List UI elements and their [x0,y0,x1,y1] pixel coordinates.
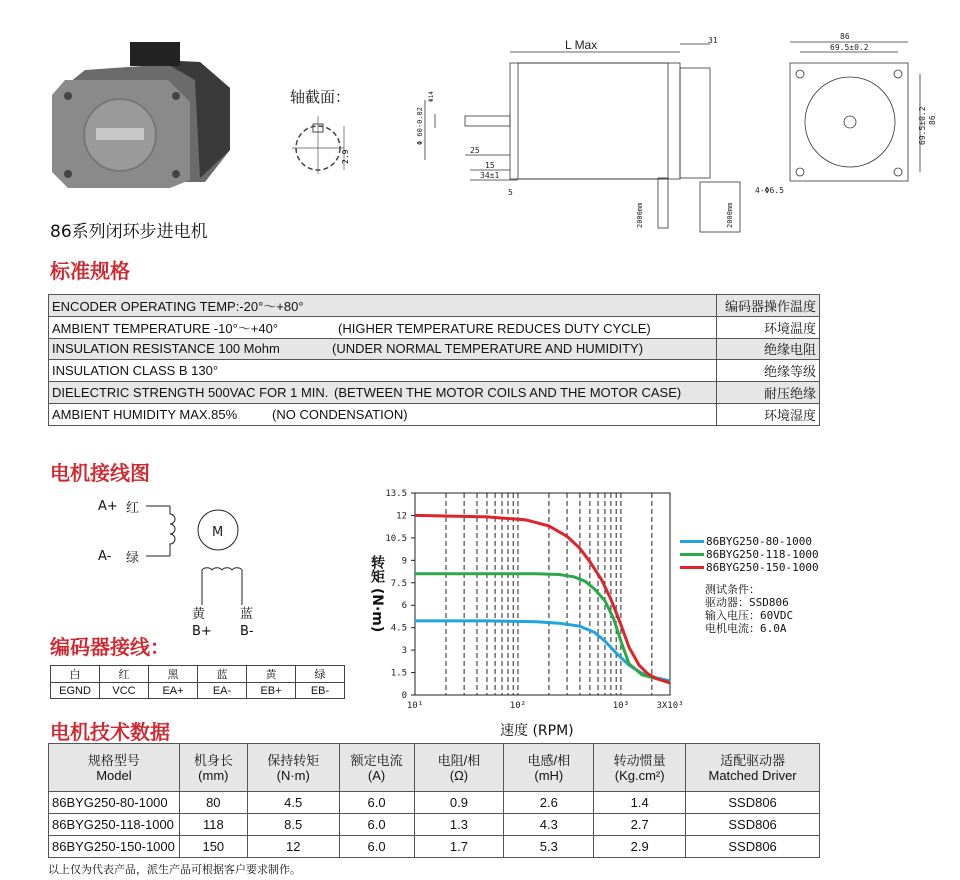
dim-86-side: 86 [928,115,937,125]
encoder-signal-cell: VCC [100,683,149,699]
encoder-color-cell: 蓝 [198,666,247,683]
tech-header-cn: 转动惯量 [613,752,666,768]
tech-cell: 86BYG250-118-1000 [49,814,180,836]
y-tick-label: 4.5 [390,623,407,634]
tech-header [594,744,686,792]
dimension-drawing [410,30,950,240]
spec-note-text: (BETWEEN THE MOTOR COILS AND THE MOTOR CASE) [334,385,682,401]
tech-cell: 4.5 [247,792,339,814]
spec-row-cn: 编码器操作温度 [717,295,820,317]
y-tick-label: 0 [401,691,407,701]
dim-2-9: 2.9 [341,149,350,164]
tech-header-en: (mm) [198,767,229,783]
spec-row-en [49,403,717,425]
tech-cell: 1.7 [414,836,504,858]
tech-cell: SSD806 [686,836,820,858]
y-tick-label: 10.5 [385,533,407,544]
tech-header-cn: 保持转矩 [267,752,320,768]
tech-cell: 6.0 [339,836,414,858]
spec-row [49,316,820,338]
condition-line: 输入电压：60VDC [705,609,794,622]
encoder-color-cell: 黑 [149,666,198,683]
dim-31: 31 [708,36,718,45]
spec-row-cn: 绝缘电阻 [717,338,820,360]
tech-cell: 1.3 [414,814,504,836]
spec-table [48,294,820,426]
section-wiring-title: 电机接线图 [50,461,150,485]
spec-row-en [49,382,717,404]
tech-cell: 6.0 [339,814,414,836]
tech-header [179,744,247,792]
encoder-color-cell: 黄 [247,666,296,683]
spec-row [49,382,820,404]
tech-cell: 2.6 [504,792,594,814]
encoder-signal-cell: EB- [296,683,345,699]
tech-cell: 12 [247,836,339,858]
section-tech-title: 电机技术数据 [50,720,170,744]
a-minus-label: A- [98,549,112,564]
spec-row-en [49,360,717,382]
spec-note-text: (HIGHER TEMPERATURE REDUCES DUTY CYCLE) [338,320,651,336]
encoder-signal-cell: EA- [198,683,247,699]
tech-header-en: (Kg.cm²) [614,767,665,783]
green-wire-label: 绿 [126,551,140,566]
section-encoder-title: 编码器接线： [50,635,170,659]
tech-header-cn: 适配驱动器 [720,752,786,768]
tech-cell: 8.5 [247,814,339,836]
tech-cell: SSD806 [686,814,820,836]
tech-header-cn: 规格型号 [87,752,140,768]
spec-en-text: AMBIENT HUMIDITY MAX.85% [52,406,238,422]
encoder-color-cell: 红 [100,666,149,683]
legend-swatch [680,566,704,569]
tech-header-cn: 额定电流 [350,752,403,768]
spec-en-text: DIELECTRIC STRENGTH 500VAC FOR 1 MIN. [52,385,329,401]
spec-note-text: (NO CONDENSATION) [272,406,408,422]
legend-swatch [680,540,704,543]
tech-cell: 0.9 [414,792,504,814]
tech-header [339,744,414,792]
tech-header [686,744,820,792]
tech-cell: 150 [179,836,247,858]
spec-en-text: INSULATION RESISTANCE 100 Mohm [52,341,280,357]
test-conditions [705,583,793,635]
legend-swatch [680,553,704,556]
spec-row-en [49,338,717,360]
spec-row [49,338,820,360]
tech-row [49,836,820,858]
tech-header-en: (Ω) [449,767,469,783]
legend-label: 86BYG250-80-1000 [706,535,812,548]
b-minus-label: B- [240,624,254,639]
yellow-wire-label: 黄 [192,607,206,622]
legend-item [680,535,812,548]
y-tick-label: 7.5 [390,578,407,589]
motor-symbol: M [212,525,224,540]
spec-row-cn: 环境湿度 [717,403,820,425]
spec-note-text: (UNDER NORMAL TEMPERATURE AND HUMIDITY) [332,341,644,357]
condition-line: 测试条件： [705,583,760,596]
section-spec-title: 标准规格 [50,259,130,283]
tech-cell: SSD806 [686,792,820,814]
dim-695-side: 69.5±0.2 [918,106,927,145]
x-tick-label: 10¹ [406,701,424,711]
y-tick-label: 13.5 [385,489,407,499]
motor-caption: 86系列闭环步进电机 [50,222,208,242]
tech-header [414,744,504,792]
encoder-signal-cell: EA+ [149,683,198,699]
l-max-label: L Max [565,38,598,52]
torque-speed-chart [360,485,684,745]
spec-en-text: ENCODER OPERATING TEMP:-20°～+80° [52,298,304,314]
tech-cell: 2.9 [594,836,686,858]
legend-item [680,561,819,574]
spec-row-cn: 绝缘等级 [717,360,820,382]
x-axis-label: 速度 (RPM) [500,723,574,739]
a-plus-label: A+ [98,499,118,514]
legend-item [680,548,819,561]
shaft-section-label: 轴截面： [290,88,351,106]
spec-en-text: AMBIENT TEMPERATURE -10°～+40° [52,320,279,336]
spec-row-en [49,295,717,317]
tech-header-en: Matched Driver [708,767,797,783]
tech-header-en: (N·m) [276,767,310,783]
spec-row-cn: 耐压绝缘 [717,382,820,404]
encoder-table [50,665,345,699]
y-tick-label: 12 [396,511,407,522]
dim-25: 25 [470,146,480,155]
dim-86-top: 86 [840,32,850,41]
spec-row-cn: 环境温度 [717,316,820,338]
spec-row-en [49,316,717,338]
tech-cell: 86BYG250-80-1000 [49,792,180,814]
series-line-86BYG250-150-1000 [415,515,670,683]
tech-header-cn: 机身长 [193,752,233,768]
tech-row [49,814,820,836]
x-tick-label: 10² [509,701,527,711]
wiring-diagram [90,490,290,640]
encoder-signal-cell: EGND [51,683,100,699]
x-tick-label: 3X10³ [656,701,684,711]
y-tick-label: 3 [401,646,407,657]
tech-header [247,744,339,792]
x-tick-label: 10³ [612,701,630,711]
tech-header-en: Model [96,767,132,783]
tech-header-cn: 电感/相 [527,752,571,768]
y-tick-label: 1.5 [390,668,407,679]
tech-cell: 5.3 [504,836,594,858]
dim-5: 5 [508,188,513,197]
spec-en-text: INSULATION CLASS B 130° [52,363,219,379]
y-tick-label: 9 [401,556,407,567]
tech-cell: 2.7 [594,814,686,836]
tech-data-table [48,743,820,858]
tech-header [504,744,594,792]
tech-header [49,744,180,792]
tech-cell: 1.4 [594,792,686,814]
dim-hole: 4-Φ6.5 [755,186,784,195]
dim-d14: Φ14 [428,91,435,102]
series-line-86BYG250-118-1000 [415,574,670,683]
footnote: 以上仅为代表产品，派生产品可根据客户要求制作。 [48,863,301,876]
condition-line: 驱动器：SSD806 [705,596,789,609]
dim-d60: Φ 60-0.02 [416,107,424,145]
tech-cell: 80 [179,792,247,814]
dim-34: 34±1 [480,171,500,180]
encoder-color-cell: 白 [51,666,100,683]
spec-row [49,295,820,317]
dim-2000-a: 2000mm [636,202,644,228]
blue-wire-label: 蓝 [240,607,254,622]
dim-15: 15 [485,161,495,170]
shaft-section-drawing [288,108,358,178]
tech-cell: 86BYG250-150-1000 [49,836,180,858]
tech-cell: 6.0 [339,792,414,814]
tech-header-cn: 电阻/相 [437,752,481,768]
spec-row [49,360,820,382]
red-wire-label: 红 [126,501,140,516]
dim-695-top: 69.5±0.2 [830,43,869,52]
b-plus-label: B+ [192,624,212,639]
encoder-signal-cell: EB+ [247,683,296,699]
legend-label: 86BYG250-150-1000 [706,561,819,574]
tech-row [49,792,820,814]
dim-2000-b: 2000mm [726,202,734,228]
tech-header-en: (mH) [534,767,564,783]
motor-photo [50,40,240,190]
tech-header-en: (A) [367,767,386,783]
encoder-color-cell: 绿 [296,666,345,683]
spec-row [49,403,820,425]
tech-cell: 118 [179,814,247,836]
legend-label: 86BYG250-118-1000 [706,548,819,561]
tech-cell: 4.3 [504,814,594,836]
condition-line: 电机电流：6.0A [705,622,787,635]
y-tick-label: 6 [401,601,407,612]
y-axis-label: 转矩 (N·m) [369,555,385,633]
